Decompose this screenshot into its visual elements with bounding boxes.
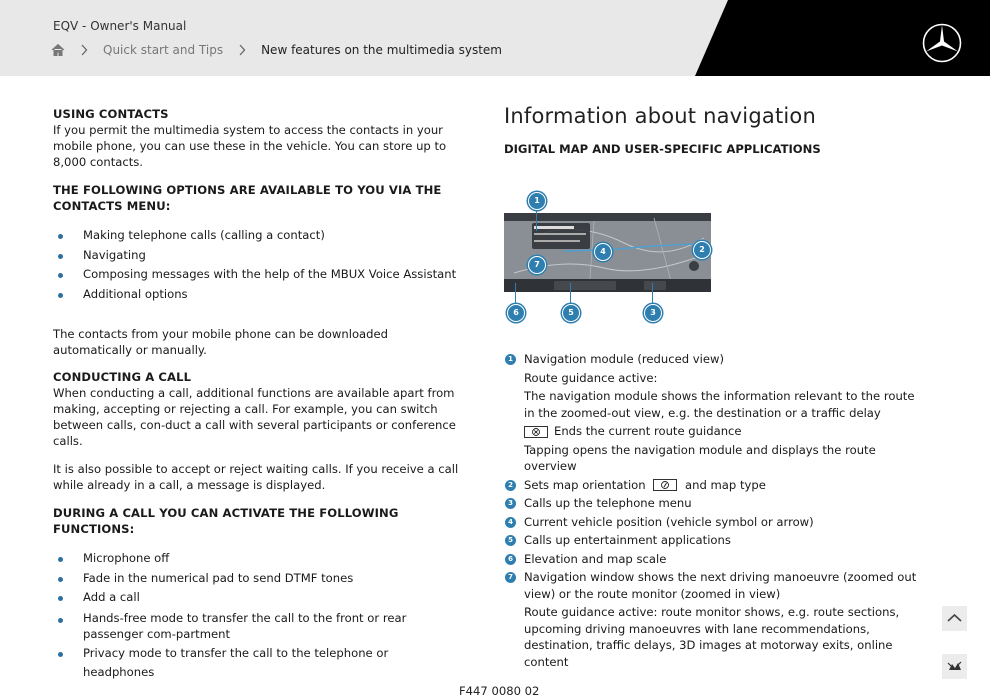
contacts-text: If you permit the multimedia system to access the contacts in your mobile phone, you can use these in the vehicle. You can store up to 8,000 contacts. xyxy=(53,123,447,169)
waiting-text: It is also possible to accept or reject waiting calls. If you receive a call while already in a call, a message is displayed. xyxy=(53,462,459,492)
list-item: Additional options xyxy=(53,285,463,305)
legend-text: Route guidance active: xyxy=(524,370,658,385)
legend-item-5 xyxy=(504,532,924,549)
download-text: The contacts from your mobile phone can be downloaded automatically or manually. xyxy=(53,327,388,357)
vehicle-icon xyxy=(942,654,967,679)
callout-6: 6 xyxy=(507,304,525,322)
page-title: Information about navigation xyxy=(504,104,816,128)
legend-number: 7 xyxy=(505,572,516,583)
list-item: Making telephone calls (calling a contact) xyxy=(53,226,463,246)
functions-list xyxy=(53,549,463,683)
legend-item-7 xyxy=(504,569,924,670)
list-item: Composing messages with the help of the MBUX Voice Assistant xyxy=(53,265,463,285)
legend-row xyxy=(524,423,924,440)
list-item: Hands-free mode to transfer the call to the front or rear passenger com-partment xyxy=(53,610,463,642)
vehicle-button[interactable] xyxy=(942,654,967,679)
options-heading: THE FOLLOWING OPTIONS ARE AVAILABLE TO YOU VIA THE CONTACTS MENU: xyxy=(53,183,442,213)
legend-item-1 xyxy=(504,351,924,475)
section-heading: DIGITAL MAP AND USER-SPECIFIC APPLICATIONS xyxy=(504,142,821,156)
list-item: Navigating xyxy=(53,246,463,266)
legend-number: 4 xyxy=(505,517,516,528)
header-bar xyxy=(0,0,990,76)
legend-text: Calls up entertainment applications xyxy=(524,533,731,547)
legend-text: The navigation module shows the information relevant to the route in the zoomed-out view, e.g. the destination or a traffic delay xyxy=(524,389,915,420)
list-item: Privacy mode to transfer the call to the telephone or headphones xyxy=(53,644,463,683)
legend-text: Route guidance active: route monitor shows, e.g. route sections, upcoming driving manoeuvres with lane recommendations, destination, traffic delays, 3D images at motorway exits, online content xyxy=(524,605,900,669)
figure-code: F447 0080 02 xyxy=(459,684,540,698)
legend-text: and map type xyxy=(685,477,766,492)
call-heading: CONDUCTING A CALL xyxy=(53,370,192,384)
chevron-up-icon xyxy=(942,606,967,631)
callout-5: 5 xyxy=(562,304,580,322)
callout-1: 1 xyxy=(528,192,546,210)
callout-4: 4 xyxy=(594,243,612,261)
callout-legend xyxy=(504,351,924,670)
legend-text: Calls up the telephone menu xyxy=(524,496,692,510)
close-route-icon xyxy=(524,426,548,438)
legend-text: Elevation and map scale xyxy=(524,551,667,566)
legend-number: 3 xyxy=(505,498,516,509)
during-heading: DURING A CALL YOU CAN ACTIVATE THE FOLLOWING FUNCTIONS: xyxy=(53,506,399,536)
list-item: Microphone off xyxy=(53,549,463,569)
breadcrumb xyxy=(51,41,502,59)
list-item: Fade in the numerical pad to send DTMF tones xyxy=(53,569,463,589)
options-list xyxy=(53,226,463,304)
callout-7: 7 xyxy=(528,256,546,274)
call-text: When conducting a call, additional functions are available apart from making, accepting or rejecting a call. For example, you can switch between calls, con-duct a call with several participants or conference calls. xyxy=(53,386,456,448)
legend-item-4 xyxy=(504,514,924,531)
chevron-right-icon xyxy=(238,44,246,56)
callout-3: 3 xyxy=(644,304,662,322)
legend-number: 2 xyxy=(505,480,516,491)
legend-item-6 xyxy=(504,551,924,568)
mercedes-star-logo[interactable] xyxy=(921,22,963,64)
legend-number: 1 xyxy=(505,354,516,365)
breadcrumb-item-current: New features on the multimedia system xyxy=(261,43,502,57)
left-column xyxy=(53,106,463,683)
legend-item-3 xyxy=(504,495,924,512)
callout-2: 2 xyxy=(693,241,711,259)
legend-text: Navigation window shows the next driving manoeuvre (zoomed out view) or the route monitor (zoomed in view) xyxy=(524,570,917,601)
legend-text: Current vehicle position (vehicle symbol or arrow) xyxy=(524,514,814,529)
contacts-heading: USING CONTACTS xyxy=(53,107,169,121)
legend-text: Tapping opens the navigation module and displays the route overview xyxy=(524,442,876,473)
legend-text: Sets map orientation xyxy=(524,477,646,492)
breadcrumb-item-quick-start[interactable]: Quick start and Tips xyxy=(103,43,224,57)
list-item: Add a call xyxy=(53,588,463,608)
legend-text: Navigation module (reduced view) xyxy=(524,352,724,366)
legend-text: Ends the current route guidance xyxy=(554,424,742,438)
legend-item-2 xyxy=(504,477,924,494)
app-title: EQV - Owner's Manual xyxy=(53,19,187,33)
map-orientation-icon xyxy=(653,479,677,491)
chevron-right-icon xyxy=(80,44,88,56)
home-icon[interactable] xyxy=(51,43,65,57)
legend-number: 6 xyxy=(505,554,516,565)
legend-number: 5 xyxy=(505,535,516,546)
scroll-to-top-button[interactable] xyxy=(942,606,967,631)
